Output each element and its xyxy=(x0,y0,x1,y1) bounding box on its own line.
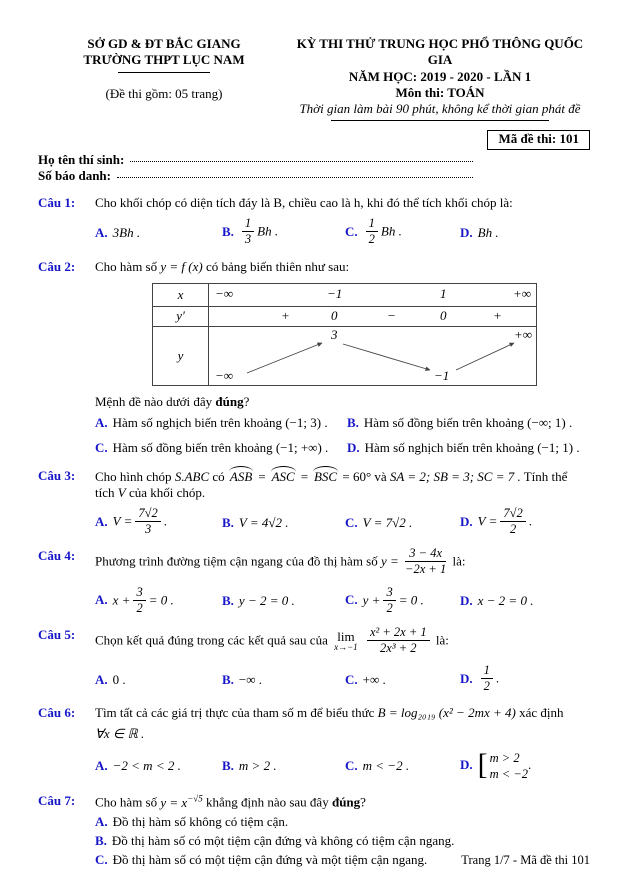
option-d-text: x − 2 = 0 . xyxy=(477,593,534,608)
header-right-block xyxy=(290,36,590,121)
power-function xyxy=(160,795,202,810)
question-6 xyxy=(38,705,590,782)
question-5-label: Câu 5: xyxy=(38,626,76,642)
option-a-letter: A. xyxy=(95,415,108,430)
x-value: −1 xyxy=(327,285,343,301)
fraction-numerator: 1 xyxy=(366,217,378,232)
option-b-letter: B. xyxy=(95,833,107,849)
y-left-limit: −∞ xyxy=(215,367,234,383)
question-6-options xyxy=(95,750,590,783)
question-1-stem: Cho khối chóp có diện tích đáy là B, chiều cao là h, khi đó thể tích khối chóp là: xyxy=(95,195,513,210)
fraction-denominator: 2 xyxy=(386,600,393,615)
case-bottom: m < −2 xyxy=(489,767,529,781)
school-name: TRƯỜNG THPT LỤC NAM xyxy=(83,52,245,68)
power-exponent: −√5 xyxy=(187,793,203,804)
option-d-letter: D. xyxy=(347,440,360,456)
header-left-rule xyxy=(118,72,210,73)
option-a-text: −2 < m < 2 . xyxy=(112,757,181,773)
option-a-letter: A. xyxy=(95,513,108,529)
option-c xyxy=(95,440,347,456)
exam-code-row xyxy=(38,130,590,149)
option-c-pre: y + xyxy=(362,592,381,608)
option-b-letter: B. xyxy=(222,671,234,687)
student-name-label: Họ tên thí sinh: xyxy=(38,151,125,167)
question-3-stem xyxy=(95,468,590,502)
page-footer: Trang 1/7 - Mã đề thi 101 xyxy=(461,853,590,868)
option-c-text: Đồ thị hàm số có một tiệm cận đứng và một tiệm cận ngang. xyxy=(112,852,428,868)
sign: + xyxy=(281,307,290,323)
header xyxy=(38,36,590,121)
option-c-letter: C. xyxy=(345,757,358,773)
x-value: +∞ xyxy=(512,285,531,301)
cases-body xyxy=(490,750,528,783)
option-a-letter: A. xyxy=(95,813,108,829)
option-c xyxy=(345,584,460,616)
question-3-body xyxy=(95,468,590,538)
question-5-stem xyxy=(95,624,590,656)
y-valley-value: −1 xyxy=(434,367,450,383)
x-row-values xyxy=(209,284,536,306)
volume-symbol: V xyxy=(117,484,126,500)
lim-word: lim xyxy=(337,629,355,645)
option-a-post: . xyxy=(163,513,167,529)
x-value: 1 xyxy=(440,285,447,301)
option-d xyxy=(347,440,590,456)
option-c-text: +∞ . xyxy=(362,671,386,687)
equals: = xyxy=(257,468,267,484)
option-c-letter: C. xyxy=(95,852,108,868)
angle-bsc: BSC xyxy=(313,468,338,484)
question-2-options xyxy=(95,415,590,457)
subject: Môn thi: TOÁN xyxy=(395,84,485,100)
question-1-body xyxy=(95,195,590,248)
option-b-text: Bh . xyxy=(257,223,279,239)
student-id-label: Số báo danh: xyxy=(38,167,111,183)
option-b-letter: B. xyxy=(222,593,234,608)
prompt-text: Mệnh đề nào dưới đây xyxy=(95,393,216,409)
option-c-text: Hàm số đồng biến trên khoảng (−1; +∞) . xyxy=(112,440,329,456)
option-a xyxy=(95,584,222,616)
student-id-field xyxy=(117,177,473,178)
question-3-label: Câu 3: xyxy=(38,467,76,483)
student-name-field xyxy=(130,161,473,162)
option-c xyxy=(345,672,460,688)
option-c xyxy=(345,218,460,247)
option-a-letter: A. xyxy=(95,224,108,240)
header-left-block xyxy=(38,36,290,121)
option-d xyxy=(460,593,590,609)
log-expression: B = log₂₀₁₉ (x² − 2mx + 4) xyxy=(377,705,516,721)
power-base: y = x xyxy=(160,794,188,810)
option-a-letter: A. xyxy=(95,592,108,608)
option-d xyxy=(460,508,590,537)
prompt-qmark: ? xyxy=(360,794,366,810)
option-a-pre: x + xyxy=(112,592,131,608)
stem-text: của khối chóp. xyxy=(128,484,206,500)
pyramid-name: S.ABC xyxy=(174,468,210,484)
option-d xyxy=(460,665,590,694)
sign: + xyxy=(493,307,502,323)
stem-text: Phương trình đường tiệm cận ngang của đồ thị hàm số xyxy=(95,553,378,569)
lim-subscript: x→−1 xyxy=(334,642,358,653)
option-d-letter: D. xyxy=(460,513,473,529)
question-5 xyxy=(38,624,590,695)
cases-bracket-group xyxy=(478,750,528,783)
fraction xyxy=(367,626,430,655)
fraction xyxy=(242,217,254,246)
question-4-body xyxy=(95,548,590,616)
exam-code-box: Mã đề thi: 101 xyxy=(487,130,590,149)
fraction-denominator: 2 xyxy=(509,522,517,537)
option-a-text: Đồ thị hàm số không có tiệm cận. xyxy=(112,813,289,829)
yprime-row-label: y′ xyxy=(153,307,209,326)
prompt-bold: đúng xyxy=(331,794,361,810)
school-year: NĂM HỌC: 2019 - 2020 - LẦN 1 xyxy=(348,68,532,84)
stem-text-2: xác định xyxy=(519,705,564,721)
option-c-text: m < −2 . xyxy=(362,757,410,773)
fraction-numerator: 7√2 xyxy=(500,507,525,522)
option-a xyxy=(95,415,347,431)
option-a xyxy=(95,225,222,241)
option-b xyxy=(222,758,345,774)
option-c-text: Bh . xyxy=(380,223,402,239)
question-4-label: Câu 4: xyxy=(38,548,76,564)
question-6-label: Câu 6: xyxy=(38,705,76,721)
option-d-letter: D. xyxy=(460,670,473,686)
function-lhs: y = xyxy=(381,553,399,569)
variation-table xyxy=(152,283,537,386)
option-b xyxy=(347,415,590,431)
fraction xyxy=(133,586,145,615)
question-2-label: Câu 2: xyxy=(38,258,76,274)
option-a-text: 3Bh . xyxy=(112,224,141,240)
question-3 xyxy=(38,468,590,538)
x-value: −∞ xyxy=(215,285,234,301)
sign: 0 xyxy=(331,307,338,323)
fraction-numerator: x² + 2x + 1 xyxy=(367,626,430,641)
edge-lengths: SA = 2; SB = 3; SC = 7 . xyxy=(389,468,521,484)
question-1-label: Câu 1: xyxy=(38,195,76,210)
department-name: SỞ GD & ĐT BẮC GIANG xyxy=(87,36,241,51)
question-5-body xyxy=(95,624,590,695)
y-row-values xyxy=(209,327,536,385)
left-bracket: [ xyxy=(477,748,488,782)
stem-text: = 60° và xyxy=(342,468,387,484)
option-c-post: = 0 . xyxy=(398,592,424,608)
fraction-denominator: 2x³ + 2 xyxy=(380,640,417,655)
option-a-text: 0 . xyxy=(112,671,126,687)
sign: − xyxy=(387,307,396,323)
variation-table-x-row xyxy=(153,284,536,307)
fraction-numerator: 3 − 4x xyxy=(405,547,446,562)
fraction-denominator: 2 xyxy=(483,679,490,694)
equals: = xyxy=(299,468,309,484)
option-d-pre: V = xyxy=(477,513,498,529)
y-row-label: y xyxy=(153,327,209,385)
fraction-numerator: 1 xyxy=(242,217,254,232)
question-5-options xyxy=(95,665,590,694)
option-c-letter: C. xyxy=(345,223,358,239)
question-6-stem-line2: ∀x ∈ ℝ . xyxy=(95,725,145,741)
angle-asb: ASB xyxy=(229,468,253,484)
option-b-text: Đồ thị hàm số có một tiệm cận đứng và không có tiệm cận ngang. xyxy=(111,833,455,849)
option-a-letter: A. xyxy=(95,671,108,687)
question-4-stem xyxy=(95,548,590,577)
variation-table-y-row xyxy=(153,327,536,385)
option-b xyxy=(222,218,345,247)
option-b xyxy=(95,833,590,849)
question-2-body xyxy=(95,259,590,457)
fraction-numerator: 7√2 xyxy=(135,507,160,522)
question-6-body xyxy=(95,705,590,782)
question-4-options xyxy=(95,584,590,616)
fraction-denominator: 2 xyxy=(368,232,375,247)
option-d-text: Bh . xyxy=(477,224,499,240)
question-2-prompt xyxy=(95,394,590,410)
fraction xyxy=(405,547,446,576)
question-4 xyxy=(38,548,590,616)
option-d xyxy=(460,750,590,783)
fraction-numerator: 3 xyxy=(383,586,395,601)
fraction xyxy=(481,664,493,693)
question-2 xyxy=(38,259,590,457)
stem-text-2: là: xyxy=(435,632,449,648)
stem-text-2: có bảng biến thiên như sau: xyxy=(205,258,350,274)
stem-text: Tìm tất cả các giá trị thực của tham số m để biểu thức xyxy=(95,705,375,721)
option-c-letter: C. xyxy=(95,440,108,456)
y-peak-value: 3 xyxy=(331,326,338,342)
fraction-numerator: 1 xyxy=(481,664,493,679)
question-1 xyxy=(38,195,590,248)
question-3-options xyxy=(95,508,590,537)
option-b-text: y − 2 = 0 . xyxy=(238,593,295,608)
option-c-letter: C. xyxy=(345,592,358,608)
question-1-options xyxy=(95,218,590,247)
question-6-stem xyxy=(95,705,590,721)
fraction-denominator: 3 xyxy=(244,232,252,247)
stem-text: Cho hình chóp xyxy=(95,468,172,484)
fraction xyxy=(366,217,378,246)
option-b-text: Hàm số đồng biến trên khoảng (−∞; 1) . xyxy=(363,415,573,430)
student-info xyxy=(38,152,590,185)
student-name-line xyxy=(38,152,473,168)
variation-arrows xyxy=(209,327,537,385)
option-a-letter: A. xyxy=(95,757,108,773)
option-c xyxy=(345,515,460,531)
prompt-bold: đúng xyxy=(215,393,244,409)
sign: 0 xyxy=(440,307,447,323)
stem-text: Chọn kết quả đúng trong các kết quả sau của xyxy=(95,632,328,648)
student-id-line xyxy=(38,168,473,184)
option-a xyxy=(95,758,222,774)
option-c xyxy=(345,758,460,774)
question-7-label: Câu 7: xyxy=(38,793,76,809)
option-b-letter: B. xyxy=(222,223,234,239)
fraction xyxy=(500,507,525,536)
option-a-text: Hàm số nghịch biến trên khoảng (−1; 3) . xyxy=(112,415,328,430)
y-right-limit: +∞ xyxy=(513,326,532,342)
option-b xyxy=(222,672,345,688)
fraction-denominator: 2 xyxy=(136,600,143,615)
option-d xyxy=(460,225,590,241)
option-b-text: V = 4√2 . xyxy=(238,514,289,530)
option-d-letter: D. xyxy=(460,756,473,772)
angle-asc: ASC xyxy=(271,468,295,484)
option-d-letter: D. xyxy=(460,593,473,608)
stem-text: Cho hàm số xyxy=(95,258,158,274)
option-b-text: −∞ . xyxy=(238,671,263,687)
variation-table-yprime-row xyxy=(153,307,536,327)
option-a xyxy=(95,672,222,688)
stem-math: y = f (x) xyxy=(160,258,203,274)
fraction xyxy=(135,507,160,536)
stem-text-2: là: xyxy=(452,553,466,569)
stem-text: có xyxy=(212,468,225,484)
stem-text: Cho hàm số xyxy=(95,794,158,810)
option-b-letter: B. xyxy=(222,757,234,773)
option-a xyxy=(95,814,590,830)
question-7-stem xyxy=(95,793,590,811)
fraction-numerator: 3 xyxy=(133,586,145,601)
option-c-letter: C. xyxy=(345,514,358,530)
option-d-post: . xyxy=(528,513,532,529)
fraction-denominator: −2x + 1 xyxy=(405,562,447,577)
option-d-letter: D. xyxy=(460,224,473,240)
option-b-letter: B. xyxy=(222,514,234,530)
option-d-text: Hàm số nghịch biến trên khoảng (−1; 1) . xyxy=(364,440,580,456)
question-2-stem xyxy=(95,259,590,275)
option-c-letter: C. xyxy=(345,671,358,687)
stem-text: Tính thể tích xyxy=(95,468,568,500)
fraction-denominator: 3 xyxy=(144,522,152,537)
pages-note: (Đề thi gồm: 05 trang) xyxy=(105,85,223,101)
case-top: m > 2 xyxy=(489,750,520,765)
header-right-rule xyxy=(331,120,549,121)
option-d-post: . xyxy=(528,756,532,772)
option-b-text: m > 2 . xyxy=(238,757,277,773)
option-b-letter: B. xyxy=(347,415,359,430)
duration-note: Thời gian làm bài 90 phút, không kể thời gian phát đề xyxy=(299,101,581,116)
limit-operator xyxy=(334,630,358,652)
option-b xyxy=(222,515,345,531)
x-row-label: x xyxy=(153,284,209,306)
option-a xyxy=(95,508,222,537)
option-a-pre: V = xyxy=(112,513,133,529)
fraction xyxy=(383,586,395,615)
option-b xyxy=(222,593,345,609)
option-c-text: V = 7√2 . xyxy=(362,514,413,530)
stem-text-2: khẳng định nào sau đây xyxy=(202,794,332,810)
exam-title: KỲ THI THỬ TRUNG HỌC PHỔ THÔNG QUỐC GIA xyxy=(296,36,584,68)
option-d-post: . xyxy=(495,670,500,686)
prompt-qmark: ? xyxy=(243,393,250,409)
option-a-post: = 0 . xyxy=(148,592,174,608)
yprime-row-values xyxy=(209,307,536,326)
